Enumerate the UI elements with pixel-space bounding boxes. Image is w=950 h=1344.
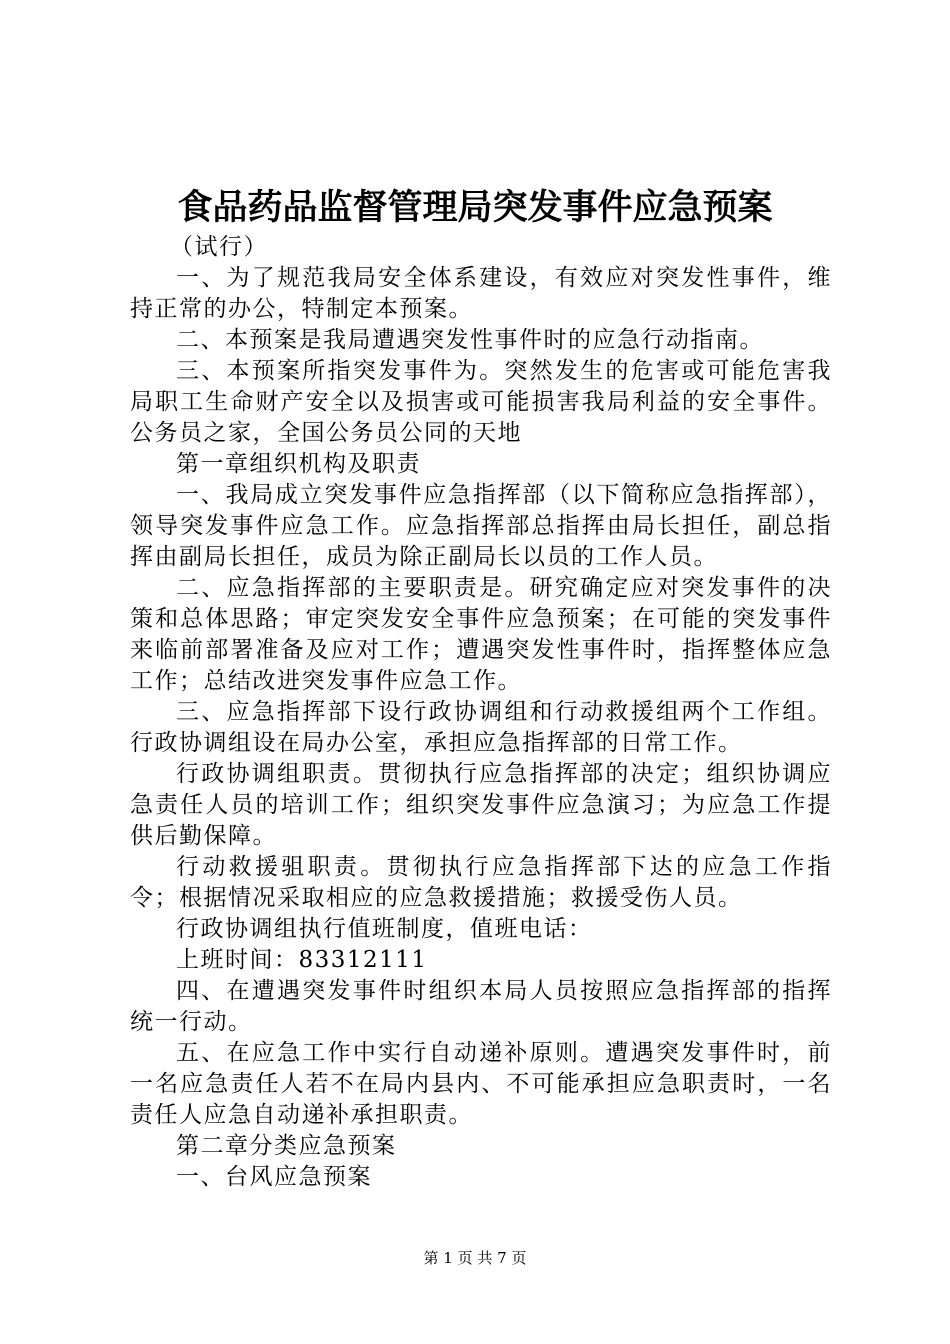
paragraph: 行政协调组职责。贯彻执行应急指挥部的决定；组织协调应急责任人员的培训工作；组织突发事件应急演习；为应急工作提供后勤保障。 — [130, 761, 832, 849]
paragraph: 三、应急指挥部下设行政协调组和行动救援组两个工作组。行政协调组设在局办公室，承担应急指挥部的日常工作。 — [130, 699, 832, 756]
paragraph-phone: 上班时间：83312111 — [176, 947, 428, 973]
paragraph: 二、本预案是我局遭遇突发性事件时的应急行动指南。 — [176, 327, 764, 353]
chapter-heading: 第一章组织机构及职责 — [176, 451, 421, 477]
paragraph: 一、台风应急预案 — [176, 1164, 372, 1190]
paragraph: 三、本预案所指突发事件为。突然发生的危害或可能危害我局职工生命财产安全以及损害或可能损害我局利益的安全事件。公务员之家，全国公务员公同的天地 — [130, 358, 832, 446]
paragraph-trial: （试行） — [170, 234, 268, 260]
chapter-heading: 第二章分类应急预案 — [176, 1133, 397, 1159]
document-body — [130, 232, 832, 1193]
paragraph: 行政协调组执行值班制度，值班电话： — [176, 916, 593, 942]
paragraph: 二、应急指挥部的主要职责是。研究确定应对突发事件的决策和总体思路；审定突发安全事件应急预案；在可能的突发事件来临前部署准备及应对工作；遭遇突发性事件时，指挥整体应急工作；总结改进突发事件应急工作。 — [130, 575, 832, 694]
paragraph: 五、在应急工作中实行自动递补原则。遭遇突发事件时，前一名应急责任人若不在局内县内、不可能承担应急职责时，一名责任人应急自动递补承担职责。 — [130, 1040, 832, 1128]
paragraph: 行动救援驵职责。贯彻执行应急指挥部下达的应急工作指令；根据情况采取相应的应急救援措施；救援受伤人员。 — [130, 854, 832, 911]
document-title: 食品药品监督管理局突发事件应急预案 — [177, 188, 773, 228]
paragraph: 一、我局成立突发事件应急指挥部（以下简称应急指挥部），领导突发事件应急工作。应急指挥部总指挥由局长担任，副总指挥由副局长担任，成员为除正副局长以员的工作人员。 — [130, 482, 832, 570]
paragraph: 四、在遭遇突发事件时组织本局人员按照应急指挥部的指挥统一行动。 — [130, 978, 832, 1035]
page-number: 第 1 页 共 7 页 — [423, 1249, 527, 1267]
paragraph: 一、为了规范我局安全体系建设，有效应对突发性事件，维持正常的办公，特制定本预案。 — [130, 265, 832, 322]
